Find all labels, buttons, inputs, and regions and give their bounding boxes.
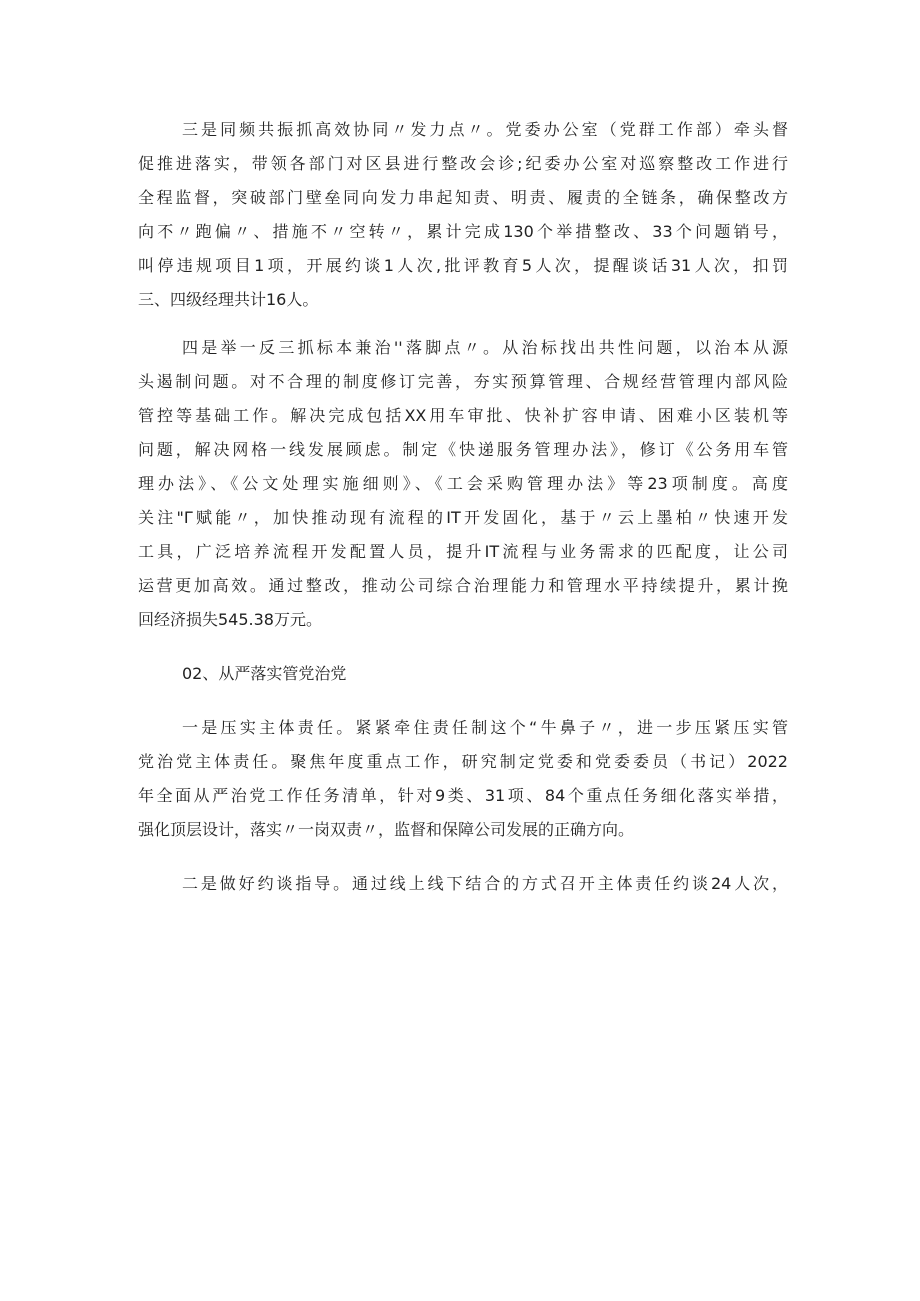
text-line: 运营更加高效。通过整改，推动公司综合治理能力和管理水平持续提升，累计挽 <box>138 576 788 595</box>
paragraph-3 <box>138 113 788 317</box>
text-line: 一是压实主体责任。紧紧牵住责任制这个“牛鼻子〃，进一步压紧压实管 <box>182 718 788 737</box>
document-body <box>138 113 788 901</box>
text-line: 四是举一反三抓标本兼治''落脚点〃。从治标找出共性问题，以治本从源 <box>182 338 788 357</box>
text-line: 头遏制问题。对不合理的制度修订完善，夯实预算管理、合规经营管理内部风险 <box>138 372 788 391</box>
text-line: 全程监督，突破部门壁垒同向发力串起知责、明责、履责的全链条，确保整改方 <box>138 188 788 207</box>
text-line: 管控等基础工作。解决完成包括XX用车审批、快补扩容申请、困难小区装机等 <box>138 406 788 425</box>
text-line: 理办法》、《公文处理实施细则》、《工会采购管理办法》等23项制度。高度 <box>138 474 788 493</box>
text-line: 年全面从严治党工作任务清单，针对9类、31项、84个重点任务细化落实举措， <box>138 786 788 805</box>
text-line: 二是做好约谈指导。通过线上线下结合的方式召开主体责任约谈24人次， <box>182 874 788 893</box>
text-line: 促推进落实，带领各部门对区县进行整改会诊;纪委办公室对巡察整改工作进行 <box>138 154 788 173</box>
text-line: 问题，解决网格一线发展顾虑。制定《快递服务管理办法》，修订《公务用车管 <box>138 440 788 459</box>
text-line: 关注"Γ赋能〃，加快推动现有流程的IT开发固化，基于〃云上墨柏〃快速开发 <box>138 508 788 527</box>
paragraph-responsibility <box>138 711 788 847</box>
paragraph-4 <box>138 331 788 637</box>
text-line: 党治党主体责任。聚焦年度重点工作，研究制定党委和党委委员（书记）2022 <box>138 752 788 771</box>
text-line: 强化顶层设计，落实〃一岗双责〃，监督和保障公司发展的正确方向。 <box>138 820 635 839</box>
text-line: 向不〃跑偏〃、措施不〃空转〃，累计完成130个举措整改、33个问题销号， <box>138 222 788 241</box>
text-line: 三是同频共振抓高效协同〃发力点〃。党委办公室（党群工作部）牵头督 <box>182 120 788 139</box>
text-line: 三、四级经理共计16人。 <box>138 290 319 309</box>
section-heading: 02、从严落实管党治党 <box>182 664 347 683</box>
text-line: 叫停违规项目1项，开展约谈1人次,批评教育5人次，提醒谈话31人次，扣罚 <box>138 256 788 275</box>
paragraph-interview <box>138 867 788 901</box>
text-line: 回经济损失545.38万元。 <box>138 610 322 629</box>
text-line: 工具，广泛培养流程开发配置人员，提升IT流程与业务需求的匹配度，让公司 <box>138 542 788 561</box>
